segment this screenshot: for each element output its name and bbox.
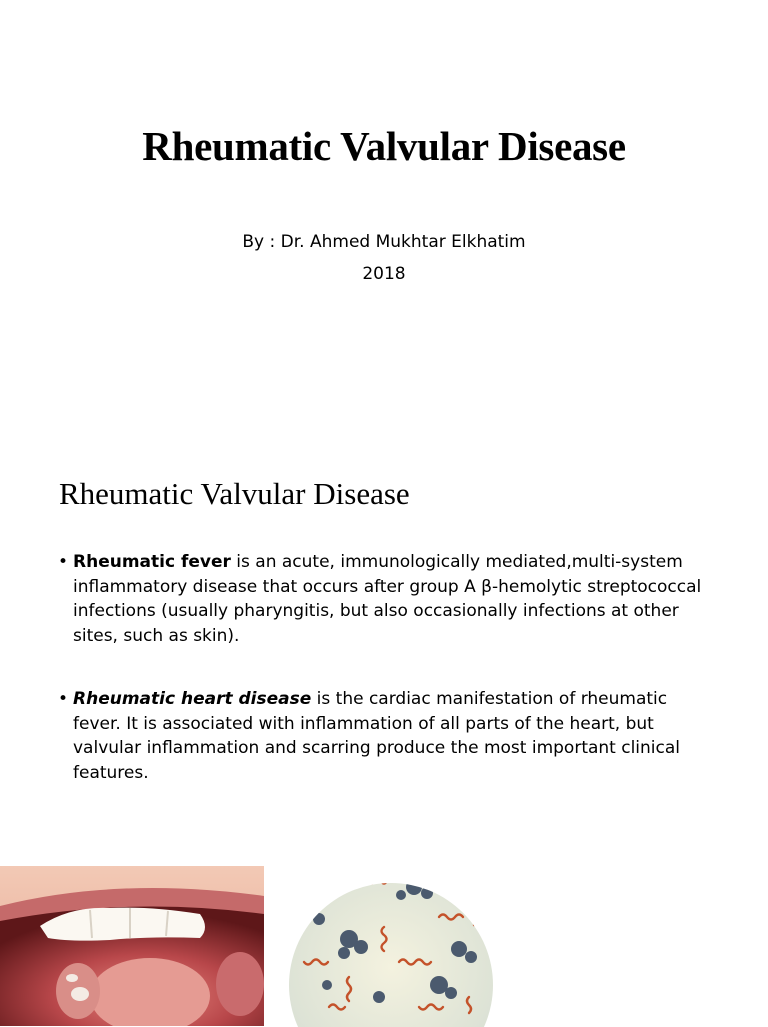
bullet-item-rheumatic-fever bbox=[58, 550, 718, 648]
streptococcus-micrograph-icon bbox=[289, 867, 494, 1027]
title-slide bbox=[0, 0, 768, 432]
bullet-term: Rheumatic heart disease bbox=[73, 689, 312, 709]
slide-heading: Rheumatic Valvular Disease bbox=[59, 476, 410, 511]
year-line: 2018 bbox=[362, 264, 406, 284]
bullet-text: is the cardiac manifestation of rheumatic fever. It is associated with inflammation of all parts of the heart, but valvular inflammation and scarring produce the most important clinical features. bbox=[73, 689, 681, 783]
throat-photo-icon bbox=[0, 866, 264, 1026]
bullet-marker: • bbox=[58, 689, 69, 709]
bullet-list bbox=[58, 550, 718, 785]
content-slide bbox=[0, 432, 768, 1024]
bullet-marker: • bbox=[58, 552, 69, 572]
bullet-item-rheumatic-heart-disease bbox=[58, 687, 718, 785]
slide-title: Rheumatic Valvular Disease bbox=[142, 123, 626, 169]
bullet-text: is an acute, immunologically mediated,multi-system inflammatory disease that occurs after group A β-hemolytic streptococcal infections (usually pharyngitis, but also occasionally infections at other sites, such as skin). bbox=[73, 552, 702, 646]
author-line: By : Dr. Ahmed Mukhtar Elkhatim bbox=[242, 232, 526, 252]
bullet-term: Rheumatic fever bbox=[73, 552, 231, 572]
